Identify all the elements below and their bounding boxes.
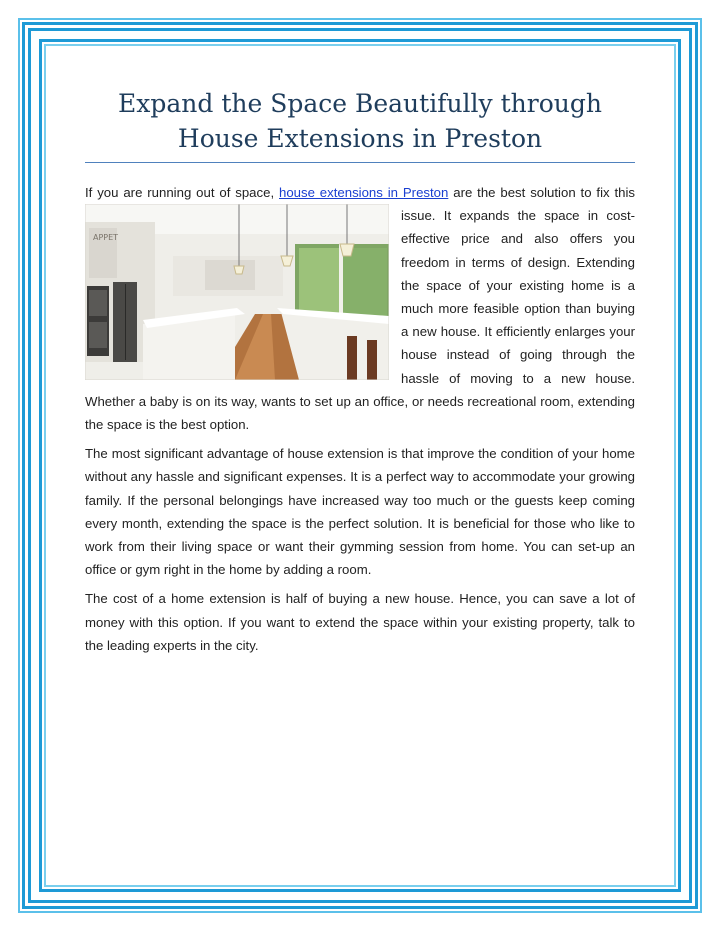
paragraph-1-body: are the best solution to fix this issue. It expands the space in cost-effective price and also offers you freedom in terms of design. Extending the space of your existing home is a much more feasible option than buying a new house. It efficiently enlarges your house instead of going through the hassle of moving to a new house. Whether a baby is on its way, wants to set up an office, or needs recreational room, extending the space is the best option. [85,185,635,433]
svg-text:APPET: APPET [93,233,119,243]
paragraph-1-intro: If you are running out of space, [85,185,279,200]
title-line-1: Expand the Space Beautifully through [118,89,602,118]
title-line-2: House Extensions in Preston [177,124,543,153]
page-title [85,86,635,163]
kitchen-photo [85,204,389,380]
paragraph-1 [85,181,635,436]
document-content [85,86,635,663]
house-extensions-link[interactable]: house extensions in Preston [279,185,449,200]
paragraph-3: The cost of a home extension is half of buying a new house. Hence, you can save a lot of money with this option. If you want to extend the space within your existing property, talk to the leading experts in the city. [85,591,635,653]
paragraph-2: The most significant advantage of house extension is that improve the condition of your home without any hassle and significant expenses. It is a perfect way to accommodate your growing family. If the personal belongings have increased way too much or the guests keep coming every month, extending the space is the perfect solution. It is beneficial for those who like to work from their living space or want their gymming session from home. You can set-up an office or gym right in the home by adding a room. [85,446,635,578]
